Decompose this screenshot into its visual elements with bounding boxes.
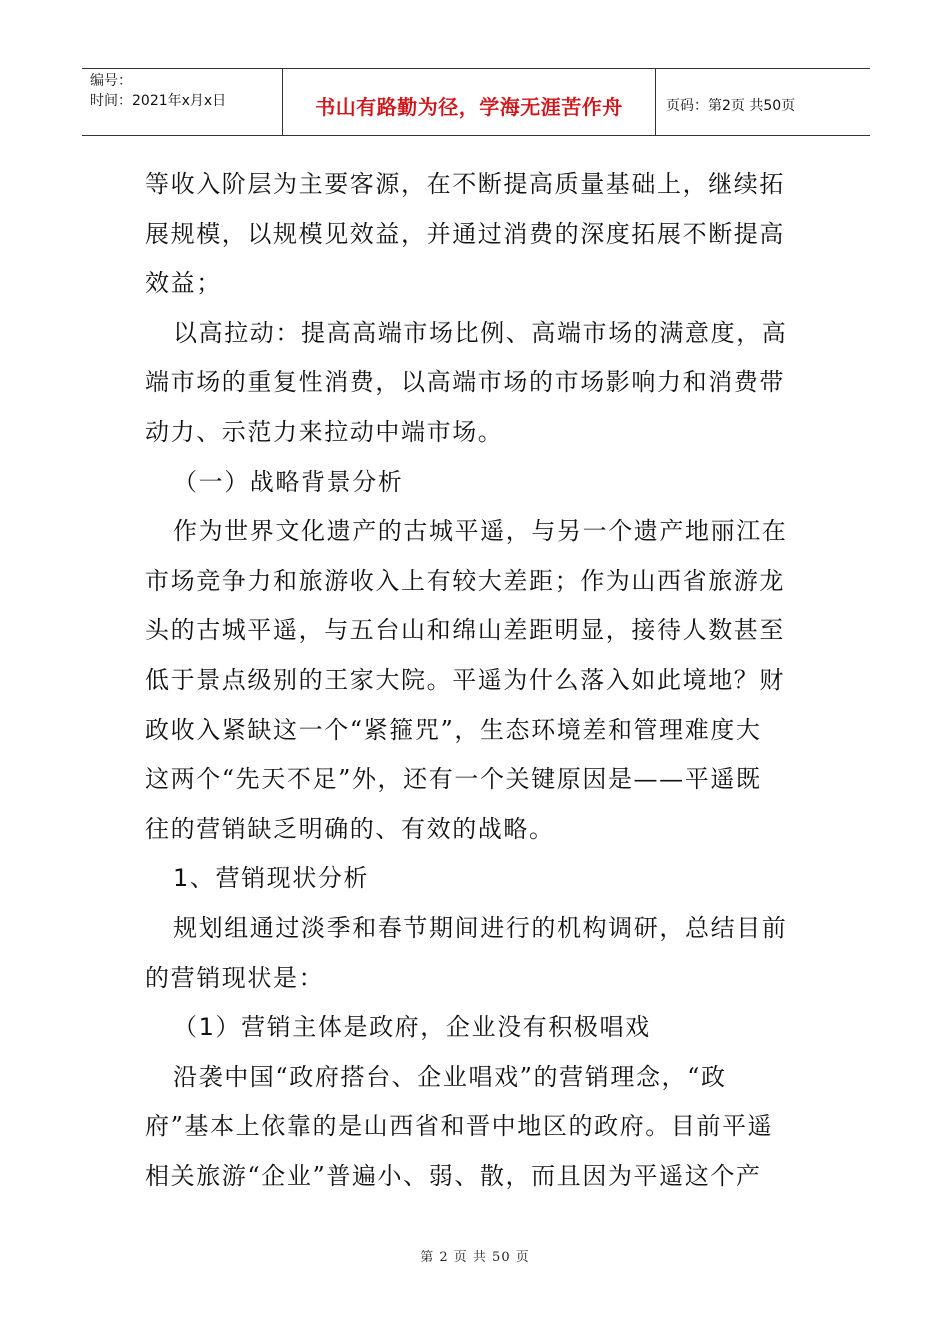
text-line: 作为世界文化遗产的古城平遥，与另一个遗产地丽江在 (173, 517, 788, 546)
text-line: 市场竞争力和旅游收入上有较大差距；作为山西省旅游龙 (145, 566, 785, 595)
header-page-info-cell (656, 69, 870, 135)
text-line: 的营销现状是： (145, 963, 325, 992)
text-line: 政收入紧缺这一个“紧箍咒”，生态环境差和管理难度大 (145, 715, 762, 744)
text-line: 沿袭中国“政府搭台、企业唱戏”的营销理念，“政 (173, 1062, 727, 1091)
text-line: 展规模，以规模见效益，并通过消费的深度拓展不断提高 (145, 219, 785, 248)
text-line: 效益； (145, 269, 222, 298)
text-line: 府”基本上依靠的是山西省和晋中地区的政府。目前平遥 (145, 1112, 774, 1141)
page-footer: 第 2 页 共 50 页 (420, 1250, 530, 1265)
text-line: 以高拉动：提高高端市场比例、高端市场的满意度，高 (173, 318, 788, 347)
text-line: 低于景点级别的王家大院。平遥为什么落入如此境地？财 (145, 665, 785, 694)
header-motto: 书山有路勤为径，学海无涯苦作舟 (315, 94, 623, 119)
document-body (145, 160, 790, 1201)
text-line: 相关旅游“企业”普遍小、弱、散，而且因为平遥这个产 (145, 1161, 762, 1190)
text-line: 头的古城平遥，与五台山和绵山差距明显，接待人数甚至 (145, 616, 785, 645)
text-line: 动力、示范力来拉动中端市场。 (145, 417, 504, 446)
text-line: 规划组通过淡季和春节期间进行的机构调研，总结目前 (173, 913, 788, 942)
header-meta (82, 69, 282, 135)
text-line: 端市场的重复性消费，以高端市场的市场影响力和消费带 (145, 368, 785, 397)
text-line: 往的营销缺乏明确的、有效的战略。 (145, 814, 555, 843)
text-line: 等收入阶层为主要客源，在不断提高质量基础上，继续拓 (145, 170, 785, 198)
header-motto-cell (282, 69, 656, 135)
page-header (82, 68, 870, 136)
date-label: 时间：2021年x月x日 (90, 93, 227, 109)
header-page-info: 页码：第2页 共50页 (666, 98, 796, 114)
section-heading: （一）战略背景分析 (173, 467, 404, 496)
text-line: 这两个“先天不足”外，还有一个关键原因是——平遥既 (145, 765, 762, 794)
subsection-heading: （1）营销主体是政府，企业没有积极唱戏 (173, 1013, 651, 1042)
serial-number-label: 编号： (90, 73, 132, 89)
subsection-heading: 1、营销现状分析 (173, 864, 370, 893)
